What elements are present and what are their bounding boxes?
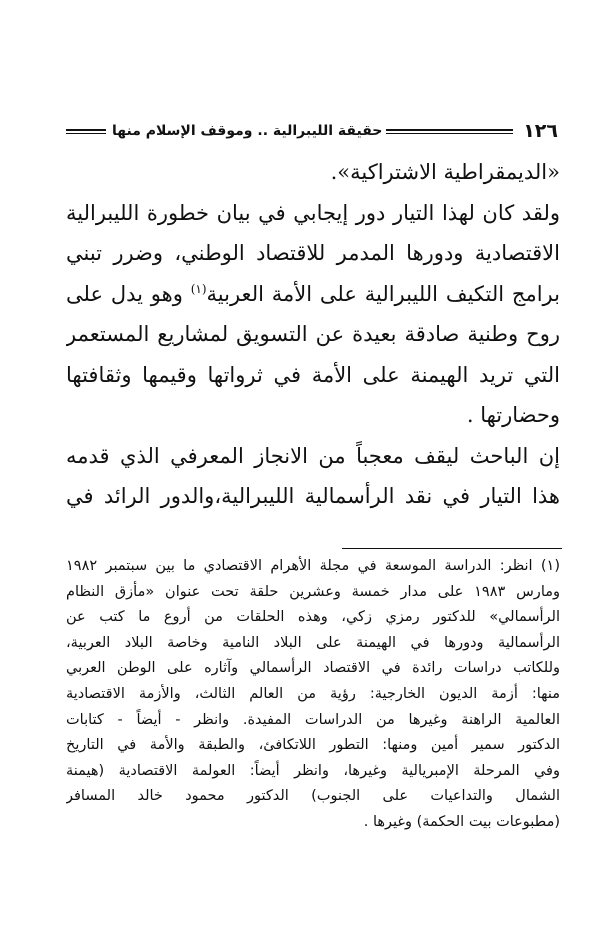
body-line-3: الاقتصادية ودورها المدمر للاقتصاد الوطني، وضرر تبني bbox=[66, 241, 560, 265]
body-line-6: التي تريد الهيمنة على الأمة في ثرواتها وقيمها وثقافتها bbox=[66, 362, 560, 387]
body-line-5: روح وطنية صادقة بعيدة عن التسويق لمشاريع المستعمر bbox=[66, 322, 560, 346]
footnote-line-8: الدكتور سمير أمين ومنها: التطور اللاتكافئ، والطبقة والأمة في التاريخ bbox=[66, 737, 560, 754]
page-number: ١٢٦ bbox=[523, 120, 558, 142]
body-line-1: «الديمقراطية الاشتراكية». bbox=[330, 160, 560, 184]
footnote-marker: (١) bbox=[190, 281, 207, 296]
footnote-line-11: (مطبوعات بيت الحكمة) وغيرها . bbox=[363, 813, 560, 830]
body-line-9: هذا التيار في نقد الرأسمالية الليبرالية،والدور الرائد في bbox=[66, 484, 560, 508]
footnote-line-10: الشمال والتداعيات على الجنوب) الدكتور محمود خالد المسافر bbox=[66, 788, 560, 805]
body-line-4-tail: وهو يدل على bbox=[66, 281, 183, 306]
running-header bbox=[66, 116, 558, 146]
body-line-7: وحضارتها . bbox=[466, 403, 560, 427]
body-text bbox=[66, 152, 560, 517]
body-line-2: ولقد كان لهذا التيار دور إيجابي في بيان خطورة الليبرالية bbox=[66, 200, 560, 225]
footnote-line-6: منها: أزمة الديون الخارجية: رؤية من العالم الثالث، والأزمة الاقتصادية bbox=[66, 685, 560, 702]
footnote-line-9: وفي المرحلة الإمبريالية وغيرها، وانظر أيضاً: العولمة الاقتصادية (هيمنة bbox=[66, 762, 560, 779]
body-line-4 bbox=[66, 274, 560, 315]
header-rule-short bbox=[66, 129, 106, 134]
running-title: حقيقة الليبرالية .. وموقف الإسلام منها bbox=[112, 123, 383, 139]
footnote-line-5: وللكاتب دراسات رائدة في الاقتصاد الرأسمالي وآثاره على الوطن العربي bbox=[66, 660, 560, 677]
header-rule-long bbox=[386, 129, 513, 134]
footnote-line-1: (١) انظر: الدراسة الموسعة في مجلة الأهرام الاقتصادي ما بين سبتمبر ١٩٨٢ bbox=[66, 558, 560, 574]
footnote-line-4: الرأسمالية ودورها في الهيمنة على البلاد النامية وخاصة البلاد العربية، bbox=[66, 634, 560, 651]
footnote-line-7: العالمية الراهنة وغيرها من الدراسات المفيدة. وانظر - أيضاً - كتابات bbox=[66, 711, 560, 728]
footnote-line-2: ومارس ١٩٨٣ على مدار خمسة وعشرين حلقة تحت عنوان «مأزق النظام bbox=[66, 583, 560, 600]
body-line-8: إن الباحث ليقف معجباً من الانجاز المعرفي الذي قدمه bbox=[66, 443, 560, 468]
body-line-4-text: برامج التكيف الليبرالية على الأمة العربية bbox=[206, 281, 560, 306]
footnote bbox=[66, 554, 560, 836]
footnote-line-3: الرأسمالي» للدكتور رمزي زكي، وهذه الحلقات من أروع ما كتب عن bbox=[66, 609, 560, 626]
footnote-separator bbox=[342, 548, 562, 549]
